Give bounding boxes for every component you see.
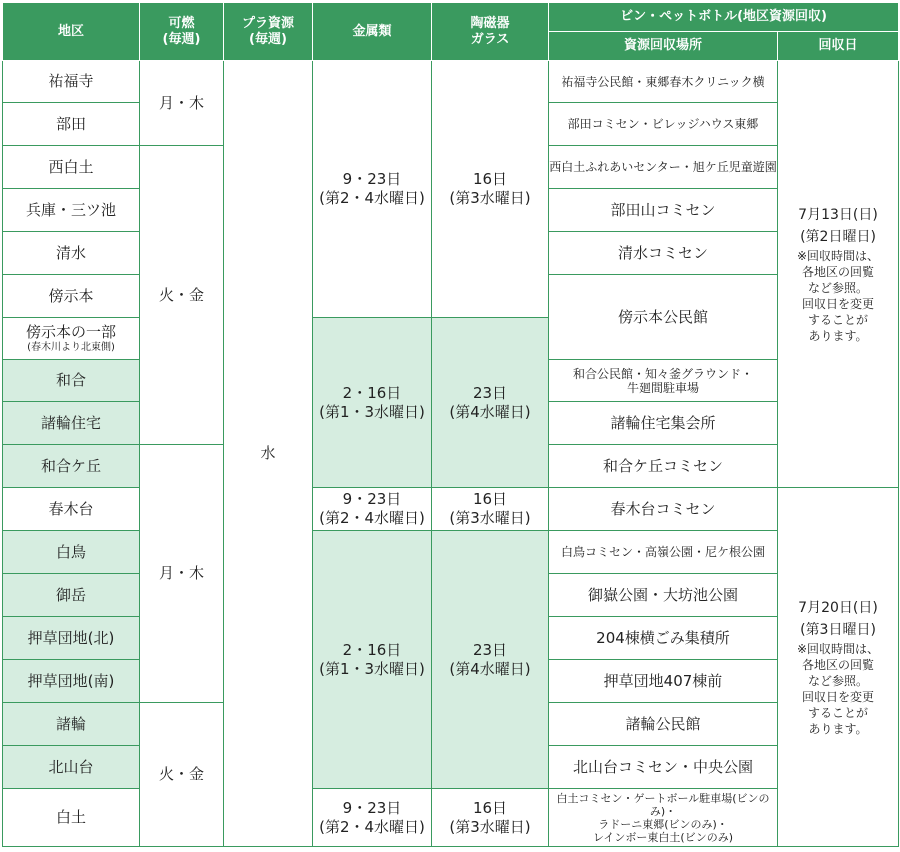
metal-cell: 2・16日 (第1・3水曜日) [313,318,432,488]
burnable-cell: 月・木 [140,61,224,146]
district-cell: 白土 [3,789,140,847]
metal-cell: 9・23日 (第2・4水曜日) [313,789,432,847]
place-cell: 押草団地407棟前 [549,660,778,703]
header-plastic: プラ資源 (毎週) [224,3,313,61]
collection-week: (第3日曜日) [800,622,876,638]
metal-cell: 2・16日 (第1・3水曜日) [313,531,432,789]
district-cell: 清水 [3,232,140,275]
ceramic-cell: 16日 (第3水曜日) [432,488,549,531]
district-cell: 諸輪 [3,703,140,746]
district-cell: 西白土 [3,146,140,189]
district-cell: 和合 [3,360,140,402]
district-cell: 押草団地(南) [3,660,140,703]
place-cell: 春木台コミセン [549,488,778,531]
ceramic-cell: 16日 (第3水曜日) [432,789,549,847]
place-cell: 和合公民館・知々釜グラウンド・ 牛廻間駐車場 [549,360,778,402]
district-cell: 部田 [3,103,140,146]
district-cell: 祐福寺 [3,61,140,103]
district-cell: 春木台 [3,488,140,531]
district-cell: 白鳥 [3,531,140,574]
collection-week: (第2日曜日) [800,229,876,245]
district-cell: 和合ケ丘 [3,445,140,488]
ceramic-cell: 23日 (第4水曜日) [432,531,549,789]
header-burnable: 可燃 (毎週) [140,3,224,61]
header-day: 回収日 [778,32,899,61]
burnable-cell: 月・木 [140,445,224,703]
metal-cell: 9・23日 (第2・4水曜日) [313,61,432,318]
place-cell: 白鳥コミセン・高嶺公園・尼ケ根公園 [549,531,778,574]
collection-note: ※回収時間は、 各地区の回覧 など参照。 回収日を変更 することが あります。 [796,249,880,343]
header-metal: 金属類 [313,3,432,61]
place-cell: 部田コミセン・ビレッジハウス東郷 [549,103,778,146]
district-cell: 兵庫・三ツ池 [3,189,140,232]
place-cell: 清水コミセン [549,232,778,275]
collection-schedule-table [2,2,899,847]
burnable-cell: 火・金 [140,703,224,847]
collection-date: 7月13日(日) [798,207,878,223]
collection-date: 7月20日(日) [798,600,878,616]
collection-day-cell [778,488,899,847]
place-cell: 部田山コミセン [549,189,778,232]
district-cell: 押草団地(北) [3,617,140,660]
ceramic-cell: 16日 (第3水曜日) [432,61,549,318]
place-cell: 諸輪住宅集会所 [549,402,778,445]
header-ceramic: 陶磁器 ガラス [432,3,549,61]
place-cell: 白土コミセン・ゲートボール駐車場(ビンのみ)・ ラドーニ東郷(ビンのみ)・ レインボー東白土(ビンのみ) [549,789,778,847]
district-note: (春木川より北東側) [27,342,115,353]
burnable-cell: 火・金 [140,146,224,445]
header-place: 資源回収場所 [549,32,778,61]
district-cell: 傍示本 [3,275,140,318]
metal-cell: 9・23日 (第2・4水曜日) [313,488,432,531]
district-cell: 北山台 [3,746,140,789]
place-cell: 西白土ふれあいセンター・旭ケ丘児童遊園 [549,146,778,189]
district-name: 傍示本の一部 [25,323,116,341]
district-cell: 御岳 [3,574,140,617]
district-cell [3,318,140,360]
ceramic-cell: 23日 (第4水曜日) [432,318,549,488]
header-bottles: ビン・ペットボトル(地区資源回収) [549,3,899,32]
place-cell: 祐福寺公民館・東郷春木クリニック横 [549,61,778,103]
collection-day-cell [778,61,899,488]
place-cell: 御嶽公園・大坊池公園 [549,574,778,617]
district-cell: 諸輪住宅 [3,402,140,445]
place-cell: 諸輪公民館 [549,703,778,746]
place-cell: 和合ケ丘コミセン [549,445,778,488]
collection-note: ※回収時間は、 各地区の回覧 など参照。 回収日を変更 することが あります。 [796,642,880,736]
place-cell: 北山台コミセン・中央公園 [549,746,778,789]
place-cell: 204棟横ごみ集積所 [549,617,778,660]
header-district: 地区 [3,3,140,61]
place-cell: 傍示本公民館 [549,275,778,360]
plastic-cell: 水 [224,61,313,847]
